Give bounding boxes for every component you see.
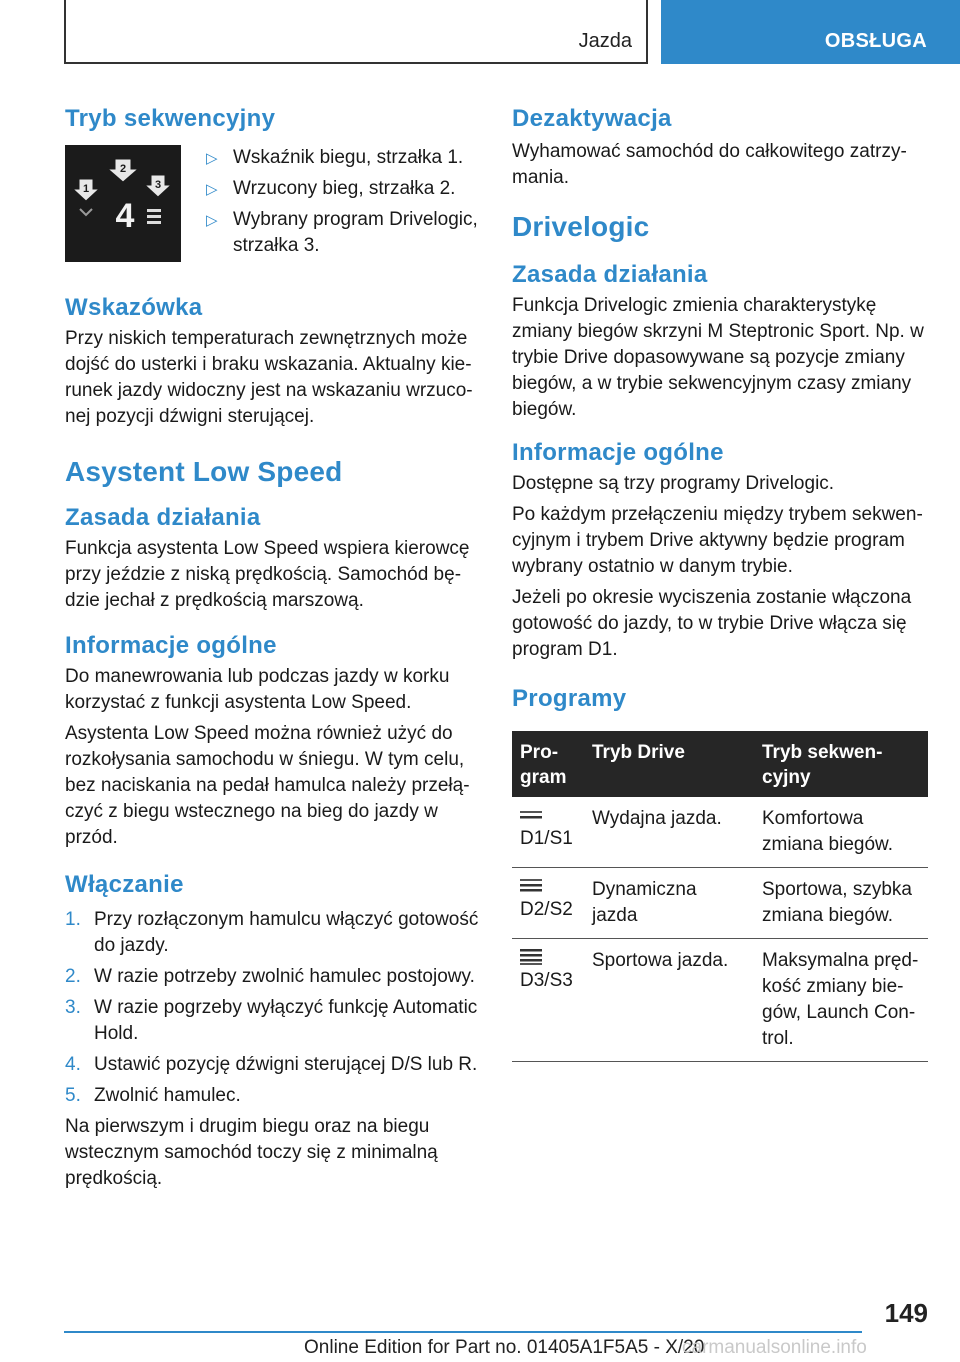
gear-display-icon xyxy=(65,145,181,262)
drive-mode-cell: Wydajna jazda. xyxy=(584,797,754,868)
column-header-sequential: Tryb sekwencyjny xyxy=(754,731,928,797)
header-chapter-tab[interactable] xyxy=(661,0,960,64)
table-row xyxy=(512,797,928,868)
table-row xyxy=(512,939,928,1062)
drivelogic-info-text-3: Jeżeli po okresie wyciszenia zostanie włączona gotowość do jazdy, to w trybie Drive włącza się program D1. xyxy=(512,587,912,660)
triangle-bullet-icon: ▷ xyxy=(206,212,218,229)
sequential-mode-cell: Komfortowa zmiana biegów. xyxy=(754,797,928,868)
gear-indicator-figure-row xyxy=(65,145,479,264)
heading-tryb-sekwencyjny: Tryb sekwencyjny xyxy=(65,105,276,132)
gear-number: 4 xyxy=(115,197,135,235)
heading-programy: Programy xyxy=(512,685,627,712)
list-item: 3. W razie pogrzeby wyłączyć funkcję Automatic Hold. xyxy=(65,997,478,1044)
sequential-mode-cell: Maksymalna prędkość zmiany biegów, Launch Control. xyxy=(754,939,928,1062)
heading-asystent-low-speed: Asystent Low Speed xyxy=(65,456,343,487)
heading-zasada-dzialania-low-speed: Zasada działania xyxy=(65,504,261,531)
heading-dezaktywacja: Dezaktywacja xyxy=(512,105,672,132)
table-header-row xyxy=(512,731,928,797)
arrow-label-1: 1 xyxy=(82,183,90,195)
footer-divider xyxy=(64,1331,862,1333)
gear-indicator-image xyxy=(65,145,181,262)
list-item: 2. W razie potrzeby zwolnić hamulec postojowy. xyxy=(65,966,475,987)
list-item: 5. Zwolnić hamulec. xyxy=(65,1085,241,1106)
header-chapter-label: OBSŁUGA xyxy=(824,30,927,52)
header-section-title: Jazda xyxy=(578,30,632,52)
sequential-mode-cell: Sportowa, szybka zmiana biegów. xyxy=(754,868,928,939)
drivelogic-info-text-2: Po każdym przełączeniu między trybem sekwencyjnym i trybem Drive aktywny będzie program wybrany ostatnio w danym trybie. xyxy=(512,504,923,577)
drivelogic-info-text-1: Dostępne są trzy programy Drivelogic. xyxy=(512,473,835,494)
list-item: ▷ Wybrany program Drivelogic, strzałka 3. xyxy=(206,209,478,256)
low-speed-info-text-1: Do manewrowania lub podczas jazdy w korku korzystać z funkcji asystenta Low Speed. xyxy=(65,666,450,713)
hint-text: Przy niskich temperaturach zewnętrznych może dojść do usterki i braku wskazania. Aktualny kierunek jazdy widoczny jest na wskazaniu wrzuconej pozycji dźwigni sterującej. xyxy=(65,328,473,427)
figure-legend-list xyxy=(206,145,479,264)
activation-steps-list xyxy=(65,907,479,1109)
arrow-label-2: 2 xyxy=(119,163,127,175)
list-item: 4. Ustawić pozycję dźwigni sterującej D/S lub R. xyxy=(65,1054,478,1075)
heading-informacje-ogolne-drivelogic: Informacje ogólne xyxy=(512,439,724,466)
program-name: D1/S1 xyxy=(520,828,573,849)
deactivation-text: Wyhamować samochód do całkowitego zatrzymania. xyxy=(512,141,907,188)
list-item: 1. Przy rozłączonym hamulcu włączyć gotowość do jazdy. xyxy=(65,909,479,956)
drivelogic-2-icon xyxy=(520,877,546,895)
right-column xyxy=(512,100,930,1062)
program-name: D3/S3 xyxy=(520,970,573,991)
table-row xyxy=(512,868,928,939)
heading-wlaczanie: Włączanie xyxy=(65,871,184,898)
program-cell xyxy=(512,868,584,939)
header-section-box xyxy=(64,0,648,64)
drive-mode-cell: Sportowa jazda. xyxy=(584,939,754,1062)
left-column xyxy=(65,100,479,1192)
drivelogic-3-icon xyxy=(520,948,546,966)
arrow-label-3: 3 xyxy=(154,179,162,191)
heading-informacje-ogolne-low-speed: Informacje ogólne xyxy=(65,632,277,659)
low-speed-principle-text: Funkcja asystenta Low Speed wspiera kierowcę przy jeździe z niską prędkością. Samochód będzie jechał z prędkością marszową. xyxy=(65,538,470,611)
footer-edition-text: Online Edition for Part no. 01405A1F5A5 - X/20 xyxy=(304,1337,705,1358)
watermark: carmanualsonline.info xyxy=(682,1337,867,1358)
drive-mode-cell: Dynamiczna jazda xyxy=(584,868,754,939)
triangle-bullet-icon: ▷ xyxy=(206,181,218,198)
list-item: ▷ Wrzucony bieg, strzałka 2. xyxy=(206,176,479,202)
program-name: D2/S2 xyxy=(520,899,573,920)
column-header-program: Program xyxy=(512,731,584,797)
list-item: ▷ Wskaźnik biegu, strzałka 1. xyxy=(206,145,479,171)
closing-text: Na pierwszym i drugim biegu oraz na biegu wstecznym samochód toczy się z minimalną prędkością. xyxy=(65,1116,438,1189)
heading-drivelogic: Drivelogic xyxy=(512,211,650,242)
drivelogic-1-icon xyxy=(520,806,546,824)
drivelogic-principle-text: Funkcja Drivelogic zmienia charakterystykę zmiany biegów skrzyni M Steptronic Sport. Np. w trybie Drive dopasowywane są pozycje zmiany biegów, a w trybie sekwencyjnym czasy zmiany biegów. xyxy=(512,295,924,420)
column-header-drive: Tryb Drive xyxy=(584,731,754,797)
page-number: 149 xyxy=(884,1298,928,1328)
program-cell xyxy=(512,939,584,1062)
triangle-bullet-icon: ▷ xyxy=(206,150,218,167)
heading-zasada-dzialania-drivelogic: Zasada działania xyxy=(512,261,708,288)
low-speed-info-text-2: Asystenta Low Speed można również użyć do rozkołysania samochodu w śniegu. W tym celu, bez naciskania na pedał hamulca należy przełączyć z biegu wstecznego na bieg do jazdy w przód. xyxy=(65,723,470,848)
program-cell xyxy=(512,797,584,868)
programs-table xyxy=(512,731,928,1062)
heading-wskazowka: Wskazówka xyxy=(65,294,203,321)
